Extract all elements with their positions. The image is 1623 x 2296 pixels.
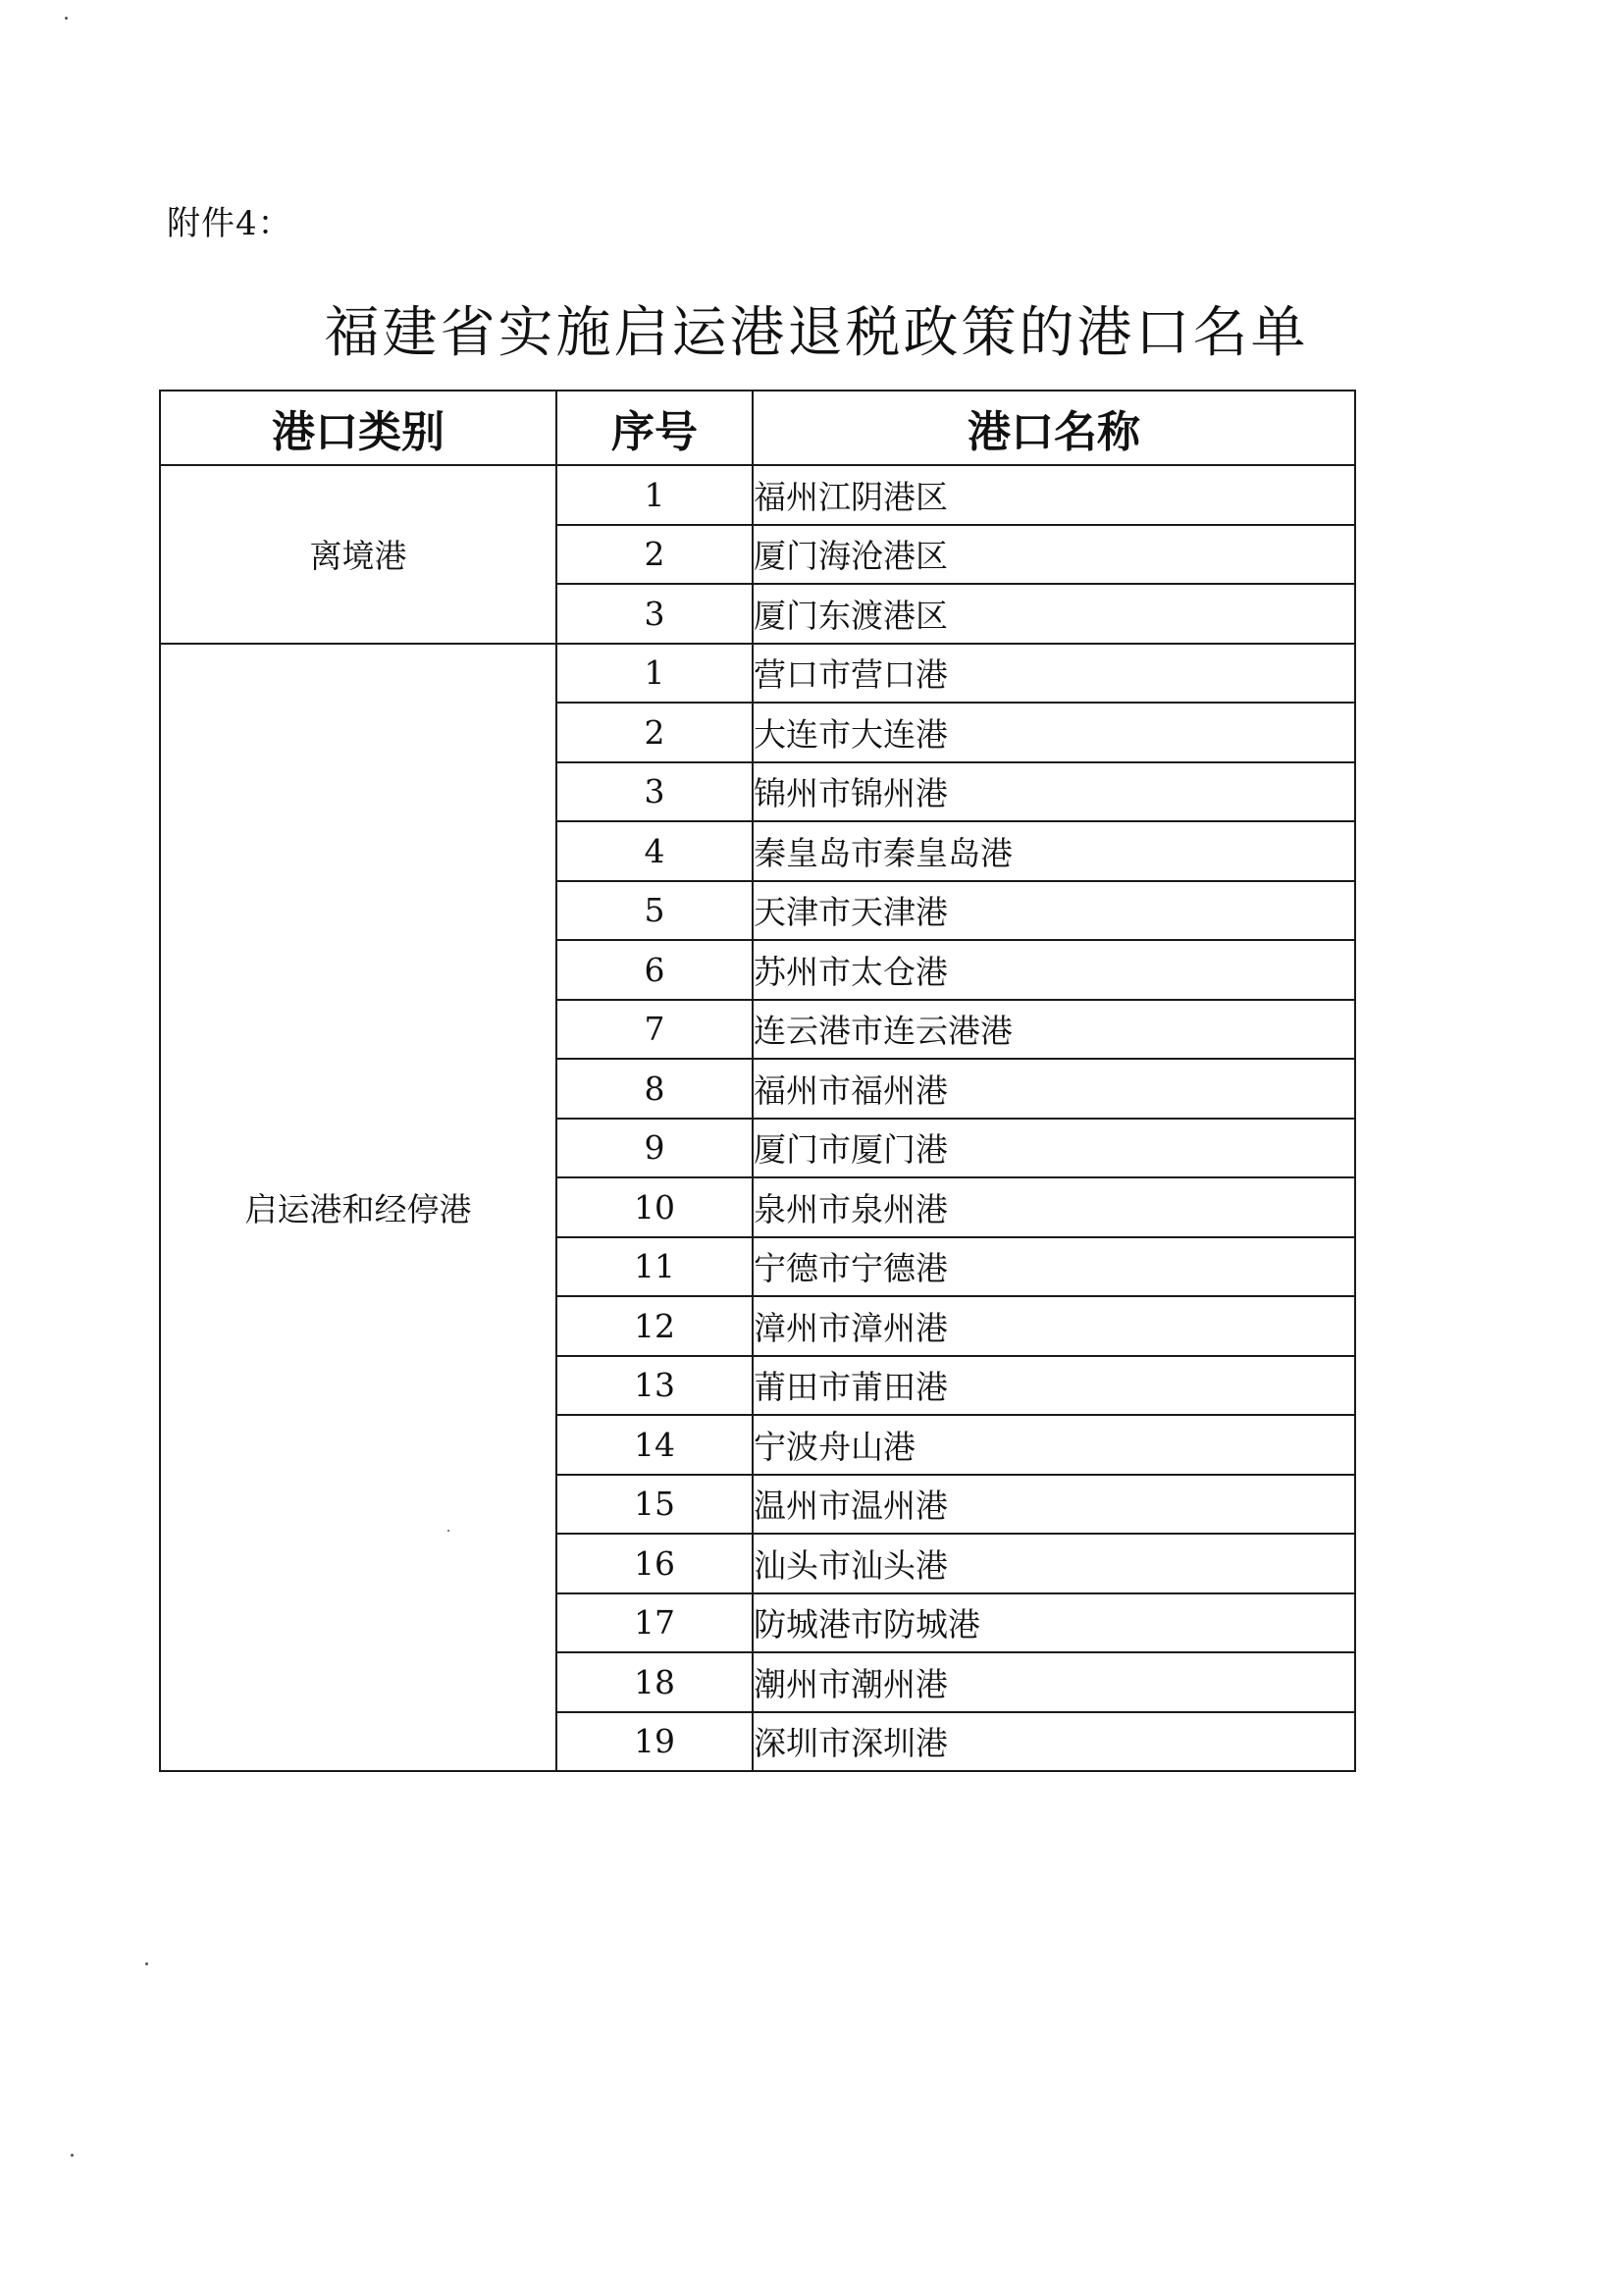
port-name-cell: 汕头市汕头港 [753, 1534, 1355, 1593]
sequence-cell: 15 [556, 1475, 753, 1535]
sequence-cell: 3 [556, 762, 753, 822]
port-name-cell: 大连市大连港 [753, 703, 1355, 762]
port-name-cell: 宁波舟山港 [753, 1415, 1355, 1475]
sequence-cell: 3 [556, 584, 753, 644]
sequence-cell: 2 [556, 703, 753, 762]
scan-speck [71, 2154, 74, 2157]
port-name-cell: 防城港市防城港 [753, 1593, 1355, 1653]
port-name-cell: 苏州市太仓港 [753, 940, 1355, 1000]
port-name-cell: 厦门市厦门港 [753, 1119, 1355, 1178]
sequence-cell: 1 [556, 644, 753, 704]
port-name-cell: 深圳市深圳港 [753, 1712, 1355, 1772]
sequence-cell: 4 [556, 821, 753, 881]
port-name-cell: 温州市温州港 [753, 1475, 1355, 1535]
port-name-cell: 福州市福州港 [753, 1059, 1355, 1119]
port-name-cell: 厦门东渡港区 [753, 584, 1355, 644]
header-port-name: 港口名称 [753, 391, 1355, 465]
sequence-cell: 17 [556, 1593, 753, 1653]
port-name-cell: 秦皇岛市秦皇岛港 [753, 821, 1355, 881]
port-list-table [159, 390, 1356, 1772]
table-row [160, 644, 1355, 704]
port-category-cell: 启运港和经停港 [160, 644, 556, 1772]
port-name-cell: 宁德市宁德港 [753, 1237, 1355, 1297]
sequence-cell: 2 [556, 525, 753, 585]
sequence-cell: 19 [556, 1712, 753, 1772]
sequence-cell: 10 [556, 1177, 753, 1237]
sequence-cell: 7 [556, 1000, 753, 1060]
sequence-cell: 11 [556, 1237, 753, 1297]
table-body [160, 465, 1355, 1771]
attachment-label: 附件4： [167, 204, 292, 243]
sequence-cell: 16 [556, 1534, 753, 1593]
scan-speck [145, 1962, 148, 1965]
port-name-cell: 营口市营口港 [753, 644, 1355, 704]
port-category-cell: 离境港 [160, 465, 556, 644]
port-name-cell: 莆田市莆田港 [753, 1356, 1355, 1416]
sequence-cell: 6 [556, 940, 753, 1000]
port-name-cell: 厦门海沧港区 [753, 525, 1355, 585]
header-port-category: 港口类别 [160, 391, 556, 465]
sequence-cell: 5 [556, 881, 753, 941]
port-name-cell: 锦州市锦州港 [753, 762, 1355, 822]
sequence-cell: 12 [556, 1296, 753, 1356]
table-row [160, 465, 1355, 525]
document-title: 福建省实施启运港退税政策的港口名单 [324, 301, 1309, 365]
sequence-cell: 1 [556, 465, 753, 525]
port-name-cell: 泉州市泉州港 [753, 1177, 1355, 1237]
scan-speck [65, 17, 68, 20]
port-name-cell: 漳州市漳州港 [753, 1296, 1355, 1356]
port-name-cell: 潮州市潮州港 [753, 1652, 1355, 1712]
sequence-cell: 13 [556, 1356, 753, 1416]
sequence-cell: 18 [556, 1652, 753, 1712]
header-sequence-number: 序号 [556, 391, 753, 465]
port-name-cell: 福州江阴港区 [753, 465, 1355, 525]
sequence-cell: 14 [556, 1415, 753, 1475]
scan-speck [447, 1530, 449, 1532]
port-name-cell: 天津市天津港 [753, 881, 1355, 941]
sequence-cell: 9 [556, 1119, 753, 1178]
sequence-cell: 8 [556, 1059, 753, 1119]
port-name-cell: 连云港市连云港港 [753, 1000, 1355, 1060]
table-header-row [160, 391, 1355, 465]
